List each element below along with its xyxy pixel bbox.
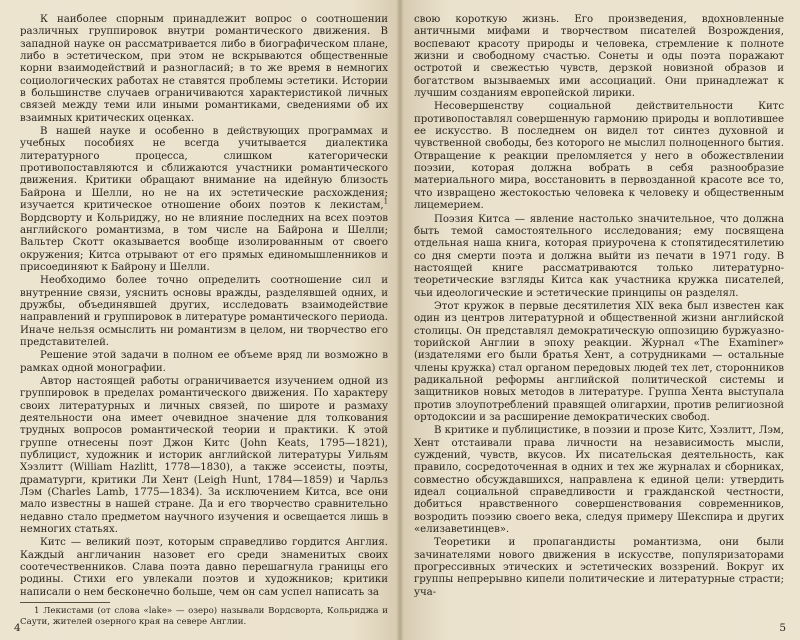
footnote-divider xyxy=(20,602,110,603)
right-paragraph-2: Несовершенству социальной действительности Китс противопоставлял совершенную гармонию природы и воплотившее ее искусство. В последнем он видел тот синтез духовной и чувственной свободы, без которого не мыслил полноценного бытия. Отвращение к реакции преломляется у него в обожествлении поэзии, которая должна вобрать в себя разнообразие материального мира, восстановить в первозданной красоте все то, что извращено жестокостью человека к человеку и общественным лицемерием. xyxy=(414,101,784,212)
left-paragraph-2-head: В нашей науке и особенно в действующих программах и учебных пособиях не всегда учитывается диалектика литературного процесса, слишком категорически противопоставляются и сближаются участники романтического движения. Критики обращают внимание на идейную близость Байрона и Шелли, но не на их эстетические расхождения; изучается критическое отношение обоих поэтов к лекистам, xyxy=(20,126,388,212)
right-paragraph-6: Теоретики и пропагандисты романтизма, они были зачинателями нового движения в искусстве, популяризаторами прогрессивных этических и эстетических воззрений. Вокруг их группы непрерывно кипели политические и литературные страсти; уча- xyxy=(414,537,784,598)
right-page-text xyxy=(414,14,784,599)
right-paragraph-1: свою короткую жизнь. Его произведения, вдохновленные античными мифами и творчеством писателей Возрождения, воспевают красоту природы и человека, стремление к полноте жизни и свободному счастью. Сонеты и оды поэта поражают остротой и свежестью чувств, дерзкой новизной образов и богатством вызываемых ими ассоциаций. Они принадлежат к лучшим созданиям европейской лирики. xyxy=(414,14,784,100)
left-paragraph-6: Китс — великий поэт, которым справедливо гордится Англия. Каждый англичанин назовет его среди знаменитых своих соотечественников. Слава поэта давно перешагнула границы его родины. Стихи его увлекали поэтов и художников; критики написали о нем бесконечно больше, чем он сам успел написать за xyxy=(20,537,388,598)
left-paragraph-2 xyxy=(20,126,388,274)
footnote-reference: 1 xyxy=(383,197,388,206)
page-number-left: 4 xyxy=(14,622,21,634)
right-page xyxy=(400,0,800,640)
footnote xyxy=(20,606,388,627)
left-paragraph-4: Решение этой задачи в полном ее объеме вряд ли возможно в рамках одной монографии. xyxy=(20,350,388,374)
footnote-marker: 1 xyxy=(34,606,40,617)
left-paragraph-2-tail: Вордсворту и Кольриджу, но не влияние последних на всех поэтов английского романтизма, в том числе на Байрона и Шелли; Вальтер Скотт оказывается вообще изолированным от своего окружения; Китса отрывают от его прямых единомышленников и присоединяют к Байрону и Шелли. xyxy=(20,212,388,273)
right-paragraph-3: Поэзия Китса — явление настолько значительное, что должна быть темой самостоятельного исследования; ему посвящена отдельная наша книга, которая приурочена к стопятидесятилетию со дня смерти поэта и должна выйти из печати в 1971 году. В настоящей книге рассматриваются только литературно-теоретические взгляды Китса как участника кружка писателей, чьи идеологические и эстетические принципы он разделял. xyxy=(414,213,784,299)
right-paragraph-5: В критике и публицистике, в поэзии и прозе Китс, Хэзлитт, Лэм, Хент отстаивали права личности на независимость мысли, суждений, чувств, вкусов. Их писательская деятельность, как правило, сосредоточенная в одних и тех же журналах и сборниках, совместно обсуждавшихся, направлена к единой цели: утвердить идеал социальной справедливости и гражданской честности, добиться нравственного совершенствования современников, возродить поэзию своего века, следуя примеру Шекспира и других «елизаветинцев». xyxy=(414,425,784,536)
left-page-text xyxy=(20,14,388,599)
page-number-right: 5 xyxy=(779,622,786,634)
right-paragraph-4: Этот кружок в первые десятилетия XIX века был известен как один из центров литературной и общественной жизни английской столицы. Он представлял демократическую оппозицию буржуазно-торийской Англии в эпоху реакции. Журнал «The Examiner» (издателями его были братья Хент, а сотрудниками — остальные члены кружка) стал органом передовых людей тех лет, сторонников радикальной реформы английской политической системы и защитников новых методов в литературе. Группа Хента выступала против злоупотреблений правящей олигархии, против религиозной ортодоксии и за расширение демократических свобод. xyxy=(414,300,784,423)
left-paragraph-1: К наиболее спорным принадлежит вопрос о соотношении различных группировок внутри романтического движения. В западной науке он рассматривается либо в биографическом плане, либо в эстетическом, при этом не вскрываются общественные корни взаимодействий и разногласий; в то же время в немногих социологических работах не ставятся проблемы эстетики. Истории в большинстве случаев ограничиваются характеристикой личных связей между теми или иными романтиками, сведениями об их взаимных критических оценках. xyxy=(20,14,388,124)
left-paragraph-5: Автор настоящей работы ограничивается изучением одной из группировок в пределах романтического движения. По характеру своих литературных и личных связей, по широте и размаху деятельности она имеет очевидное значение для толкования трудных вопросов романтической теории и практики. К этой группе отнесены поэт Джон Китс (John Keats, 1795—1821), публицист, художник и историк английской литературы Уильям Хэзлитт (William Hazlitt, 1778—1830), а также эссеисты, поэты, драматурги, критики Ли Хент (Leigh Hunt, 1784—1859) и Чарльз Лэм (Charles Lamb, 1775—1834). За исключением Китса, все они мало известны в нашей стране. Да и его творчество сравнительно недавно стало предметом научного изучения и освещается лишь в немногих статьях. xyxy=(20,375,388,536)
left-paragraph-3: Необходимо более точно определить соотношение сил и внутренние связи, уяснить основы вражды, разделявшей одних, и дружбы, объединявшей других, исследовать взаимодействие направлений и группировок в литературе романтического периода. Иначе нельзя осмыслить ни романтизм в целом, ни творчество его представителей. xyxy=(20,275,388,348)
footnote-text xyxy=(20,606,388,627)
book-gutter xyxy=(396,0,404,640)
footnote-body: Лекистами (от слова «lake» — озеро) называли Вордсворта, Кольриджа и Саути, жителей озерного края на севере Англии. xyxy=(20,606,388,627)
